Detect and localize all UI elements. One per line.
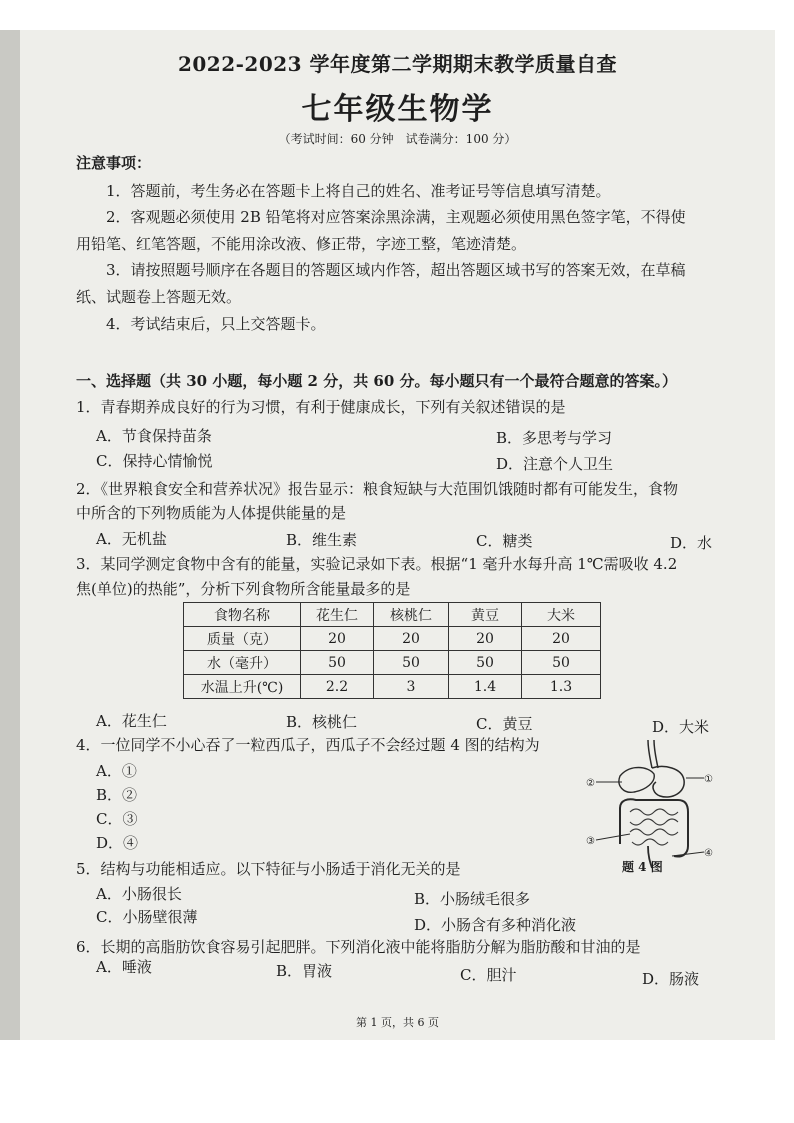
q3-option-d: D．大米 xyxy=(652,718,710,736)
table-header-cell: 大米 xyxy=(522,603,601,627)
table-cell: 50 xyxy=(449,651,522,675)
table-cell: 50 xyxy=(301,651,374,675)
q1-option-b: B．多思考与学习 xyxy=(496,429,613,447)
figure-label-4: ④ xyxy=(704,848,713,859)
question-5-stem: 5．结构与功能相适应。以下特征与小肠适于消化无关的是 xyxy=(76,860,461,878)
large-intestine-shape xyxy=(620,799,688,856)
table-cell: 水（毫升） xyxy=(184,651,301,675)
liver-shape xyxy=(619,768,654,793)
stomach-shape xyxy=(652,767,684,798)
figure-label-1: ① xyxy=(704,774,713,785)
q3-option-a: A．花生仁 xyxy=(96,712,167,730)
exam-title: 2022-2023 学年度第二学期期末教学质量自查 xyxy=(177,52,618,76)
question-4-stem: 4．一位同学不小心吞了一粒西瓜子，西瓜子不会经过题 4 图的结构为 xyxy=(76,736,540,754)
subject-title: 七年级生物学 xyxy=(301,92,494,127)
table-cell: 20 xyxy=(522,627,601,651)
question-3-stem: 3．某同学测定食物中含有的能量，实验记录如下表。根据“1 毫升水每升高 1℃需吸收 4.2 xyxy=(76,555,678,573)
q6-option-d: D．肠液 xyxy=(642,970,700,988)
table-cell: 1.4 xyxy=(449,675,522,699)
table-cell: 3 xyxy=(374,675,449,699)
question-2-stem-cont: 中所含的下列物质能为人体提供能量的是 xyxy=(76,504,347,522)
table-cell: 20 xyxy=(301,627,374,651)
q4-option-c: C．③ xyxy=(96,810,138,828)
notice-line: 2．客观题必须使用 2B 铅笔将对应答案涂黑涂满，主观题必须使用黑色签字笔，不得使 xyxy=(106,208,686,226)
q1-option-c: C．保持心情愉悦 xyxy=(96,452,213,470)
q6-option-c: C．胆汁 xyxy=(460,966,517,984)
question-2-stem: 2．《世界粮食安全和营养状况》报告显示：粮食短缺与大范围饥饿随时都有可能发生，食物 xyxy=(76,480,679,498)
table-row xyxy=(184,651,601,675)
q2-option-b: B．维生素 xyxy=(286,531,358,549)
page-footer: 第 1 页，共 6 页 xyxy=(356,1016,439,1029)
figure-caption: 题 4 图 xyxy=(622,860,663,874)
notice-line: 用铅笔、红笔答题，不能用涂改液、修正带，字迹工整，笔迹清楚。 xyxy=(76,235,527,253)
q6-option-b: B．胃液 xyxy=(276,962,333,980)
question-6-stem: 6．长期的高脂肪饮食容易引起肥胖。下列消化液中能将脂肪分解为脂肪酸和甘油的是 xyxy=(76,938,641,956)
section-heading: 一、选择题（共 30 小题，每小题 2 分，共 60 分。每小题只有一个最符合题意的答案。） xyxy=(76,372,678,390)
table-cell: 质量（克） xyxy=(184,627,301,651)
exam-info: （考试时间：60 分钟 试卷满分：100 分） xyxy=(278,132,517,146)
q5-option-a: A．小肠很长 xyxy=(96,885,182,903)
notice-line: 3．请按照题号顺序在各题目的答题区域内作答，超出答题区域书写的答案无效，在草稿 xyxy=(106,261,686,279)
q1-option-a: A．节食保持苗条 xyxy=(96,427,212,445)
table-header-cell: 核桃仁 xyxy=(374,603,449,627)
q5-option-b: B．小肠绒毛很多 xyxy=(414,890,531,908)
q4-option-d: D．④ xyxy=(96,834,139,852)
q6-option-a: A．唾液 xyxy=(96,958,152,976)
figure-label-3: ③ xyxy=(586,836,595,847)
q3-option-b: B．核桃仁 xyxy=(286,713,358,731)
notice-line: 4．考试结束后，只上交答题卡。 xyxy=(106,315,326,333)
q1-option-d: D．注意个人卫生 xyxy=(496,455,614,473)
notice-line: 1．答题前，考生务必在答题卡上将自己的姓名、准考证号等信息填写清楚。 xyxy=(106,182,611,200)
table-row xyxy=(184,627,601,651)
notice-heading: 注意事项： xyxy=(76,154,152,172)
q2-option-a: A．无机盐 xyxy=(96,530,167,548)
food-energy-table xyxy=(183,602,601,699)
table-header-cell: 食物名称 xyxy=(184,603,301,627)
scan-edge xyxy=(0,30,20,1040)
table-header-cell: 花生仁 xyxy=(301,603,374,627)
q5-option-d: D．小肠含有多种消化液 xyxy=(414,916,577,934)
question-3-stem-cont: 焦(单位)的热能”，分析下列食物所含能量最多的是 xyxy=(76,580,411,598)
table-cell: 50 xyxy=(522,651,601,675)
q2-option-d: D．水 xyxy=(670,534,713,552)
table-cell: 1.3 xyxy=(522,675,601,699)
q5-option-c: C．小肠壁很薄 xyxy=(96,908,198,926)
q3-option-c: C．黄豆 xyxy=(476,715,533,733)
table-cell: 水温上升(℃) xyxy=(184,675,301,699)
table-cell: 2.2 xyxy=(301,675,374,699)
q4-option-a: A．① xyxy=(96,762,137,780)
notice-line: 纸、试题卷上答题无效。 xyxy=(76,288,242,306)
figure-label-2: ② xyxy=(586,778,595,789)
table-cell: 50 xyxy=(374,651,449,675)
table-cell: 20 xyxy=(374,627,449,651)
table-header-cell: 黄豆 xyxy=(449,603,522,627)
small-intestine-shape xyxy=(630,809,678,845)
q4-option-b: B．② xyxy=(96,786,138,804)
q2-option-c: C．糖类 xyxy=(476,532,533,550)
esophagus-shape xyxy=(648,740,652,768)
table-header-row xyxy=(184,603,601,627)
exam-paper xyxy=(20,30,775,1040)
table-row xyxy=(184,675,601,699)
esophagus-shape xyxy=(654,740,658,768)
table-cell: 20 xyxy=(449,627,522,651)
question-1-stem: 1．青春期养成良好的行为习惯，有利于健康成长，下列有关叙述错误的是 xyxy=(76,398,566,416)
